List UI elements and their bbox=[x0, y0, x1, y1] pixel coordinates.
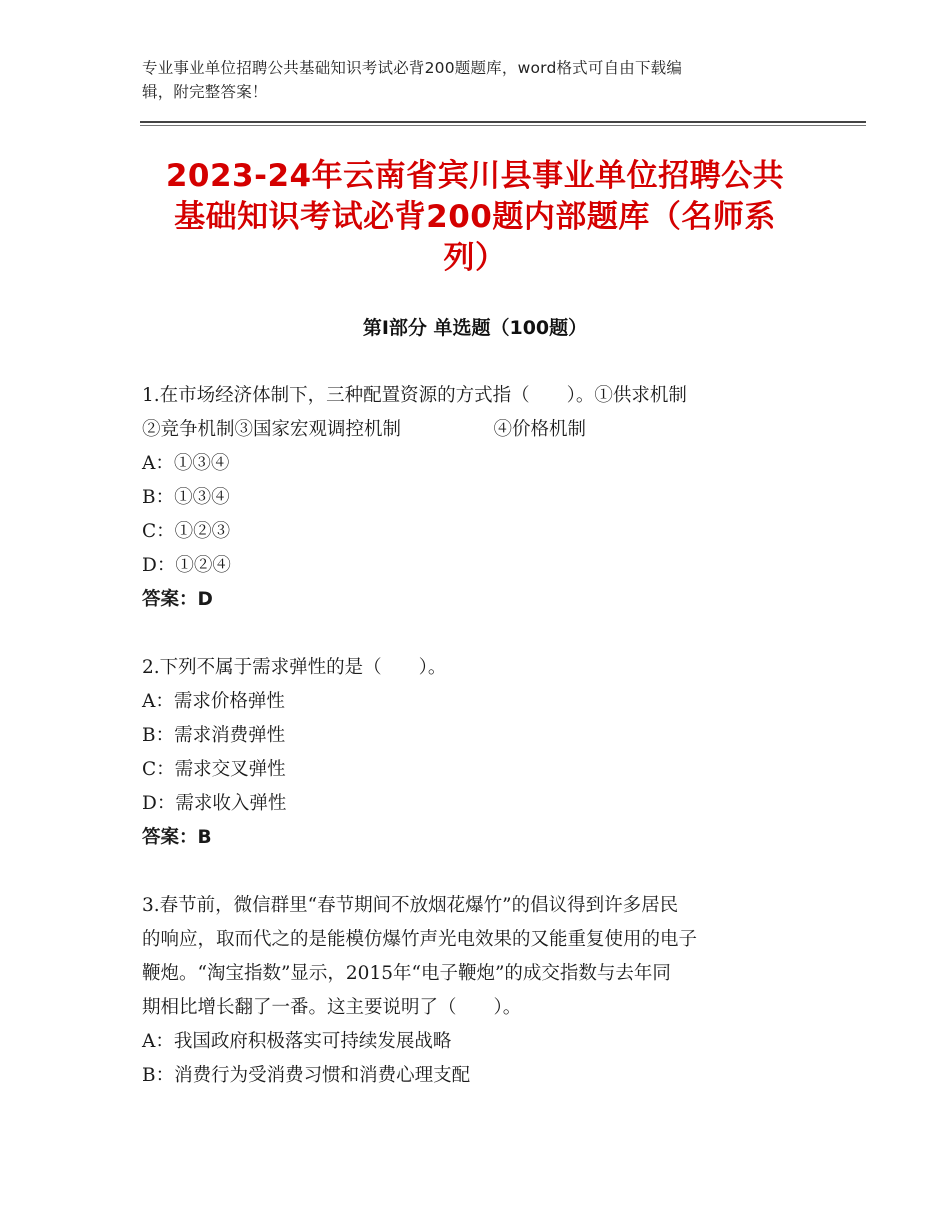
document-title-line-3: 列） bbox=[443, 240, 507, 276]
question-stem-line: 期相比增长翻了一番。这主要说明了（ ）。 bbox=[142, 997, 522, 1018]
header-note-line-1: 专业事业单位招聘公共基础知识考试必背200题题库，word格式可自由下载编 bbox=[142, 59, 683, 77]
option-a: A：需求价格弹性 bbox=[142, 691, 285, 712]
option-c: C：需求交叉弹性 bbox=[142, 759, 286, 780]
answer-label: 答案：D bbox=[142, 589, 213, 610]
option-a: A：我国政府积极落实可持续发展战略 bbox=[142, 1031, 452, 1052]
option-b: B：需求消费弹性 bbox=[142, 725, 286, 746]
question-stem-line: 的响应，取而代之的是能模仿爆竹声光电效果的又能重复使用的电子 bbox=[142, 929, 698, 950]
header-divider-thick bbox=[140, 121, 866, 123]
header-note-line-2: 辑，附完整答案！ bbox=[142, 83, 268, 101]
document-title-line-2: 基础知识考试必背200题内部题库（名师系 bbox=[174, 199, 776, 235]
question-stem-line: ②竞争机制③国家宏观调控机制 ④价格机制 bbox=[142, 419, 587, 440]
answer-label: 答案：B bbox=[142, 827, 212, 848]
question-stem-line: 1.在市场经济体制下，三种配置资源的方式指（ ）。①供求机制 bbox=[142, 385, 687, 406]
option-c: C：①②③ bbox=[142, 521, 231, 542]
option-b: B：消费行为受消费习惯和消费心理支配 bbox=[142, 1065, 471, 1086]
option-d: D：需求收入弹性 bbox=[142, 793, 287, 814]
question-1 bbox=[142, 379, 810, 617]
document-title bbox=[140, 156, 810, 279]
header-divider-thin bbox=[140, 125, 866, 126]
question-stem-line: 2.下列不属于需求弹性的是（ ）。 bbox=[142, 657, 447, 678]
option-a: A：①③④ bbox=[142, 453, 230, 474]
question-stem-line: 3.春节前，微信群里“春节期间不放烟花爆竹”的倡议得到许多居民 bbox=[142, 895, 679, 916]
question-stem-line: 鞭炮。“淘宝指数”显示，2015年“电子鞭炮”的成交指数与去年同 bbox=[142, 963, 671, 984]
question-3 bbox=[142, 889, 810, 1093]
question-list bbox=[142, 379, 810, 1127]
option-b: B：①③④ bbox=[142, 487, 230, 508]
document-title-line-1: 2023-24年云南省宾川县事业单位招聘公共 bbox=[165, 158, 785, 194]
section-title: 第Ⅰ部分 单选题（100题） bbox=[362, 317, 588, 339]
question-2 bbox=[142, 651, 810, 855]
header-note bbox=[142, 56, 802, 104]
option-d: D：①②④ bbox=[142, 555, 231, 576]
